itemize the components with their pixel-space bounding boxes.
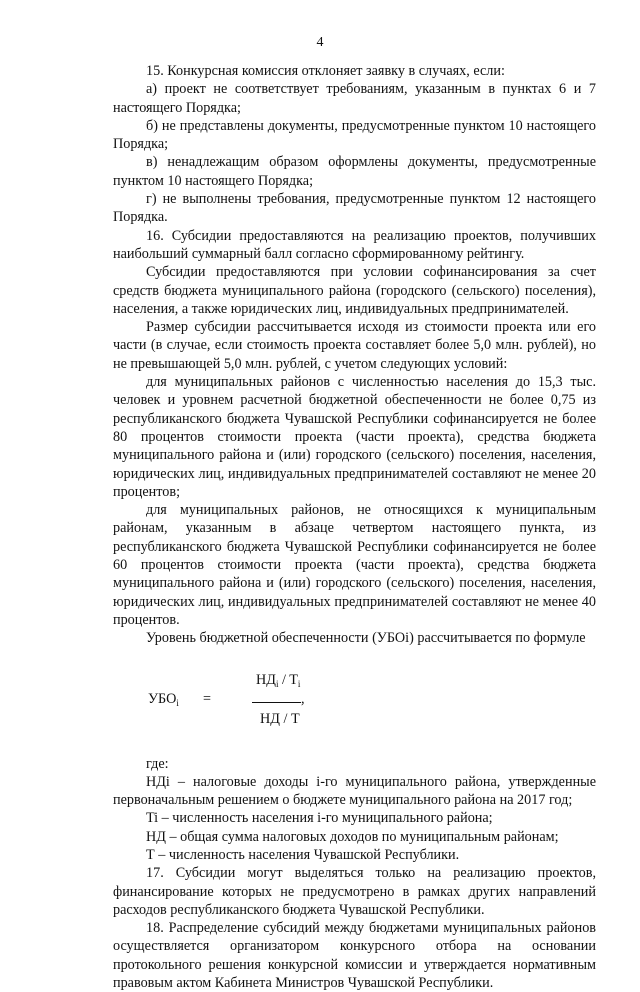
formula-label: $УБО_i$ [148, 690, 179, 708]
paragraph-other-districts: для муниципальных районов, не относящихся к муниципальным районам, указанным в абзаце четвертом настоящего пункта, из республиканского бюджета Чувашской Республики софинансируется не более 60 процентов стоимости проекта (части проекта), средства бюджета муниципального района и (или) городского (сельского) поселения, населения, юридических лиц, индивидуальных предпринимателей составляют не менее 40 процентов. [113, 502, 596, 628]
page-number: 4 [316, 35, 324, 50]
paragraph-formula-intro: Уровень бюджетной обеспеченности (УБОi) рассчитывается по формуле [146, 630, 586, 647]
paragraph-15: 15. Конкурсная комиссия отклоняет заявку в случаях, если: [146, 63, 505, 79]
paragraph-18: 18. Распределение субсидий между бюджетами муниципальных районов осуществляется организатором конкурсного отбора на основании протокольного решения конкурсной комиссии и утверждается нормативным правовым актом Кабинета Министров Чувашской Республики. [113, 920, 596, 992]
fraction-bar [252, 702, 301, 703]
paragraph-17: 17. Субсидии могут выделяться только на реализацию проектов, финансирование которых не предусмотрено в рамках других направлений расходов республиканского бюджета Чувашской Республики. [113, 865, 596, 918]
formula-equals: = [203, 690, 212, 707]
formula-comma: , [301, 690, 305, 707]
paragraph-small-districts: для муниципальных районов с численностью населения до 15,3 тыс. человек и уровнем расчетной бюджетной обеспеченности не более 0,75 из республиканского бюджета Чувашской Республики софинансируется не более 80 процентов стоимости проекта (части проекта), средства бюджета муниципального района и (или) городского (сельского) поселения, населения, юридических лиц, индивидуальных предпринимателей составляют не менее 20 процентов; [113, 374, 596, 500]
definition-t: Т – численность населения Чувашской Республики. [146, 846, 460, 863]
paragraph-15d: г) не выполнены требования, предусмотренные пунктом 12 настоящего Порядка. [113, 191, 596, 226]
paragraph-subsidy-size: Размер субсидии рассчитывается исходя из стоимости проекта или его части (в случае, если стоимость проекта составляет более 5,0 млн. рублей), но не превышающей 5,0 млн. рублей, с учетом следующих условий: [113, 319, 596, 372]
definition-ti: Ti – численность населения i-го муниципального района; [146, 810, 493, 827]
definition-ndi: НДi – налоговые доходы i-го муниципального района, утвержденные первоначальным решением о бюджете муниципального района на 2017 год; [113, 773, 596, 809]
formula-denominator: НД / Т [260, 710, 300, 727]
where-label: где: [146, 755, 169, 772]
paragraph-15c: в) ненадлежащим образом оформлены документы, предусмотренные пунктом 10 настоящего Порядка; [113, 154, 596, 189]
paragraph-cofinancing: Субсидии предоставляются при условии софинансирования за счет средств бюджета муниципального района (городского (сельского) поселения), населения, а также юридических лиц, индивидуальных предпринимателей. [113, 264, 596, 317]
formula-numerator: $НД_i / T_i$ [256, 671, 301, 689]
paragraph-15b: б) не представлены документы, предусмотренные пунктом 10 настоящего Порядка; [113, 117, 596, 153]
paragraph-15a: а) проект не соответствует требованиям, указанным в пунктах 6 и 7 настоящего Порядка; [113, 81, 596, 116]
paragraph-16: 16. Субсидии предоставляются на реализацию проектов, получивших наибольший суммарный балл согласно сформированному рейтингу. [113, 227, 596, 262]
document-body [113, 62, 596, 992]
formula [113, 648, 596, 752]
definition-nd: НД – общая сумма налоговых доходов по муниципальным районам; [146, 828, 559, 845]
